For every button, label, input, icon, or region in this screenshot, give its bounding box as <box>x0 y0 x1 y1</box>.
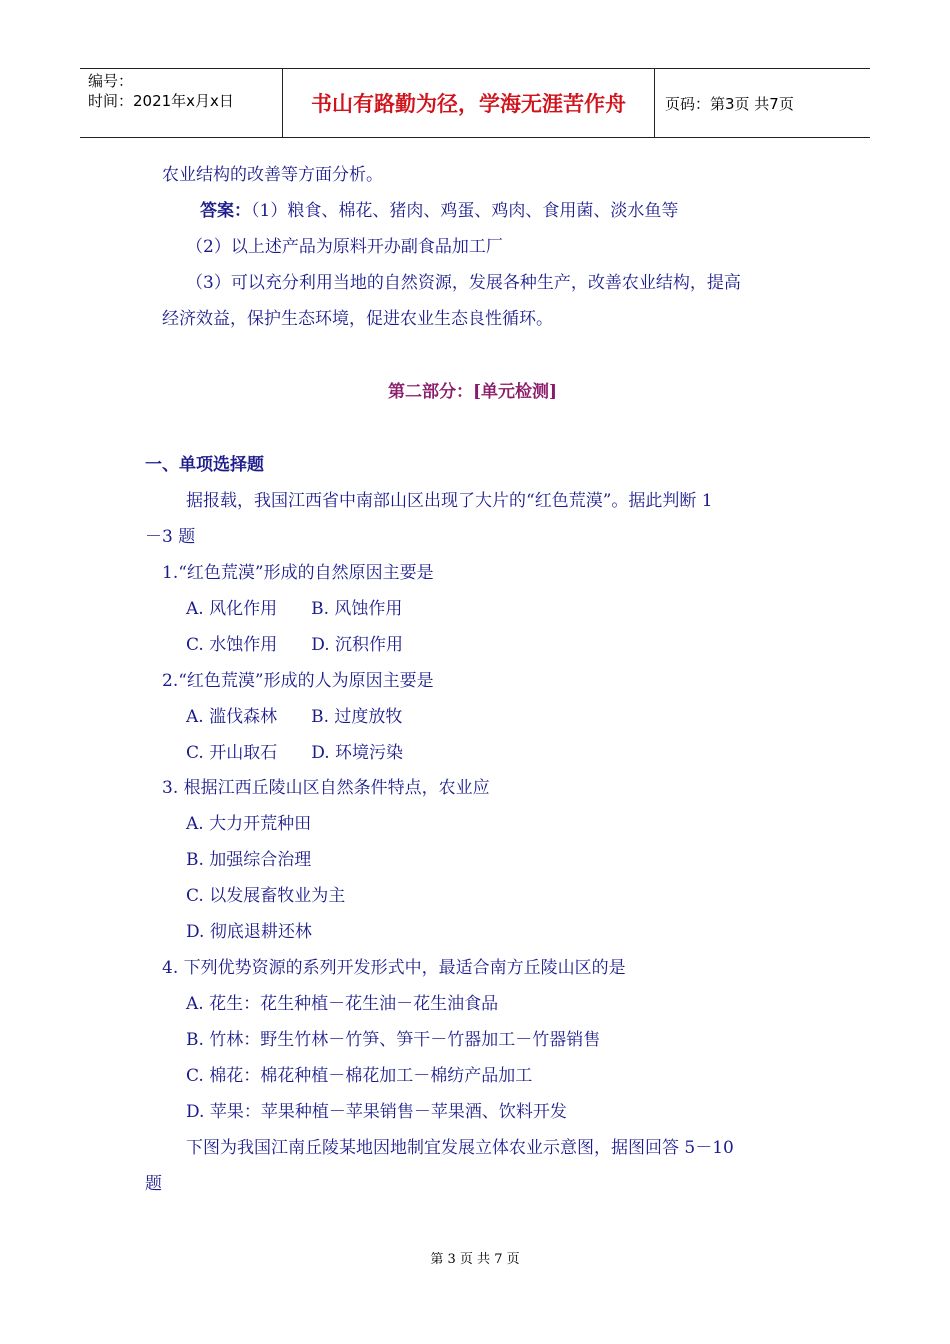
question-option: B. 竹林：野生竹林－竹笋、笋干－竹器加工－竹器销售 <box>186 1030 601 1050</box>
answer-line: （2）以上述产品为原料开办副食品加工厂 <box>186 237 503 257</box>
answer-text: （1）粮食、棉花、猪肉、鸡蛋、鸡肉、食用菌、淡水鱼等 <box>251 201 679 221</box>
header-meta <box>80 69 282 137</box>
question-option: C. 以发展畜牧业为主 <box>186 886 346 906</box>
answer-line: 经济效益，保护生态环境，促进农业生态良性循环。 <box>162 309 553 329</box>
answer-label: 答案： <box>200 201 251 221</box>
question-intro: 下图为我国江南丘陵某地因地制宜发展立体农业示意图，据图回答 5－10 <box>186 1138 734 1158</box>
serial-label: 编号： <box>88 72 134 90</box>
question-option: A. 滥伐森林 B. 过度放牧 <box>186 707 403 727</box>
page-footer: 第 3 页 共 7 页 <box>430 1252 520 1267</box>
question-intro: －3 题 <box>145 527 196 547</box>
header-motto: 书山有路勤为径，学海无涯苦作舟 <box>282 69 655 137</box>
question-intro: 据报载，我国江西省中南部山区出现了大片的“红色荒漠”。据此判断 1 <box>186 491 713 511</box>
time-label: 时间：2021年x月x日 <box>88 92 234 110</box>
question-option: D. 苹果：苹果种植－苹果销售－苹果酒、饮料开发 <box>186 1102 567 1122</box>
question-option: D. 彻底退耕还林 <box>186 922 312 942</box>
question: 1.“红色荒漠”形成的自然原因主要是 <box>162 563 434 583</box>
question-option: A. 花生：花生种植－花生油－花生油食品 <box>186 994 499 1014</box>
question: 4. 下列优势资源的系列开发形式中，最适合南方丘陵山区的是 <box>162 958 626 978</box>
question-option: B. 加强综合治理 <box>186 850 312 870</box>
question-option: C. 水蚀作用 D. 沉积作用 <box>186 635 404 655</box>
page-header <box>80 68 870 138</box>
question-option: A. 风化作用 B. 风蚀作用 <box>186 599 403 619</box>
question-option: C. 棉花：棉花种植－棉花加工－棉纺产品加工 <box>186 1066 533 1086</box>
question-intro: 题 <box>145 1174 162 1194</box>
text-line: 农业结构的改善等方面分析。 <box>162 165 383 185</box>
question-option: C. 开山取石 D. 环境污染 <box>186 743 404 763</box>
answer-line <box>200 196 678 221</box>
question: 3. 根据江西丘陵山区自然条件特点，农业应 <box>162 778 490 798</box>
section-heading: 一、单项选择题 <box>145 455 264 475</box>
header-page-info: 页码：第3页 共7页 <box>665 94 794 113</box>
answer-line: （3）可以充分利用当地的自然资源，发展各种生产，改善农业结构，提高 <box>186 273 741 293</box>
question: 2.“红色荒漠”形成的人为原因主要是 <box>162 671 434 691</box>
question-option: A. 大力开荒种田 <box>186 814 312 834</box>
part2-title: 第二部分：[单元检测] <box>388 382 558 402</box>
